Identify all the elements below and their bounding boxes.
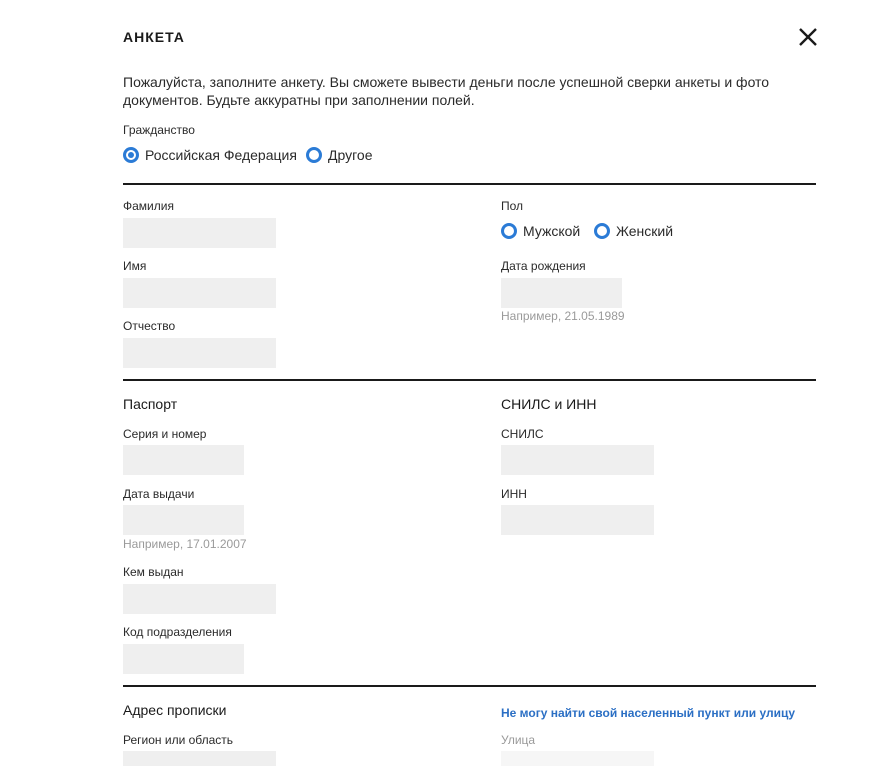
address-section-title: Адрес прописки [123,702,227,718]
passport-section-title: Паспорт [123,396,178,412]
section-divider [123,379,816,381]
close-icon[interactable] [797,26,819,48]
citizenship-option-label: Российская Федерация [145,147,297,163]
snils-inn-section-title: СНИЛС и ИНН [501,396,597,412]
issued-by-label: Кем выдан [123,565,184,579]
cannot-find-address-link[interactable]: Не могу найти свой населенный пункт или улицу [501,706,796,720]
radio-checked-icon [123,147,139,163]
patronymic-input[interactable] [123,338,276,368]
snils-label: СНИЛС [501,427,544,441]
radio-unchecked-icon [501,223,517,239]
intro-line-1: Пожалуйста, заполните анкету. Вы сможете вывести деньги после успешной сверки анкеты и фото [123,74,770,90]
division-code-input[interactable] [123,644,244,674]
citizenship-option-rf[interactable] [123,147,297,163]
surname-input[interactable] [123,218,276,248]
issued-by-input[interactable] [123,584,276,614]
gender-label: Пол [501,199,524,213]
intro-text [123,73,813,109]
region-label: Регион или область [123,733,234,747]
form-title: АНКЕТА [123,29,185,45]
birthdate-input[interactable] [501,278,622,308]
birthdate-hint: Например, 21.05.1989 [501,309,625,323]
issue-date-hint: Например, 17.01.2007 [123,537,247,551]
citizenship-label: Гражданство [123,123,195,137]
issue-date-input[interactable] [123,505,244,535]
gender-option-female[interactable] [594,223,673,239]
radio-unchecked-icon [594,223,610,239]
birthdate-label: Дата рождения [501,259,586,273]
division-code-label: Код подразделения [123,625,232,639]
name-label: Имя [123,259,147,273]
gender-option-label: Женский [616,223,674,239]
radio-unchecked-icon [306,147,322,163]
citizenship-option-other[interactable] [306,147,372,163]
inn-input[interactable] [501,505,654,535]
street-label: Улица [501,733,536,747]
passport-series-label: Серия и номер [123,427,207,441]
gender-option-male[interactable] [501,223,580,239]
section-divider [123,685,816,687]
section-divider [123,183,816,185]
gender-option-label: Мужской [523,223,581,239]
citizenship-option-label: Другое [328,147,373,163]
issue-date-label: Дата выдачи [123,487,195,501]
patronymic-label: Отчество [123,319,176,333]
name-input[interactable] [123,278,276,308]
inn-label: ИНН [501,487,527,501]
passport-series-input[interactable] [123,445,244,475]
snils-input[interactable] [501,445,654,475]
intro-line-2: документов. Будьте аккуратны при заполнении полей. [123,92,475,108]
surname-label: Фамилия [123,199,174,213]
